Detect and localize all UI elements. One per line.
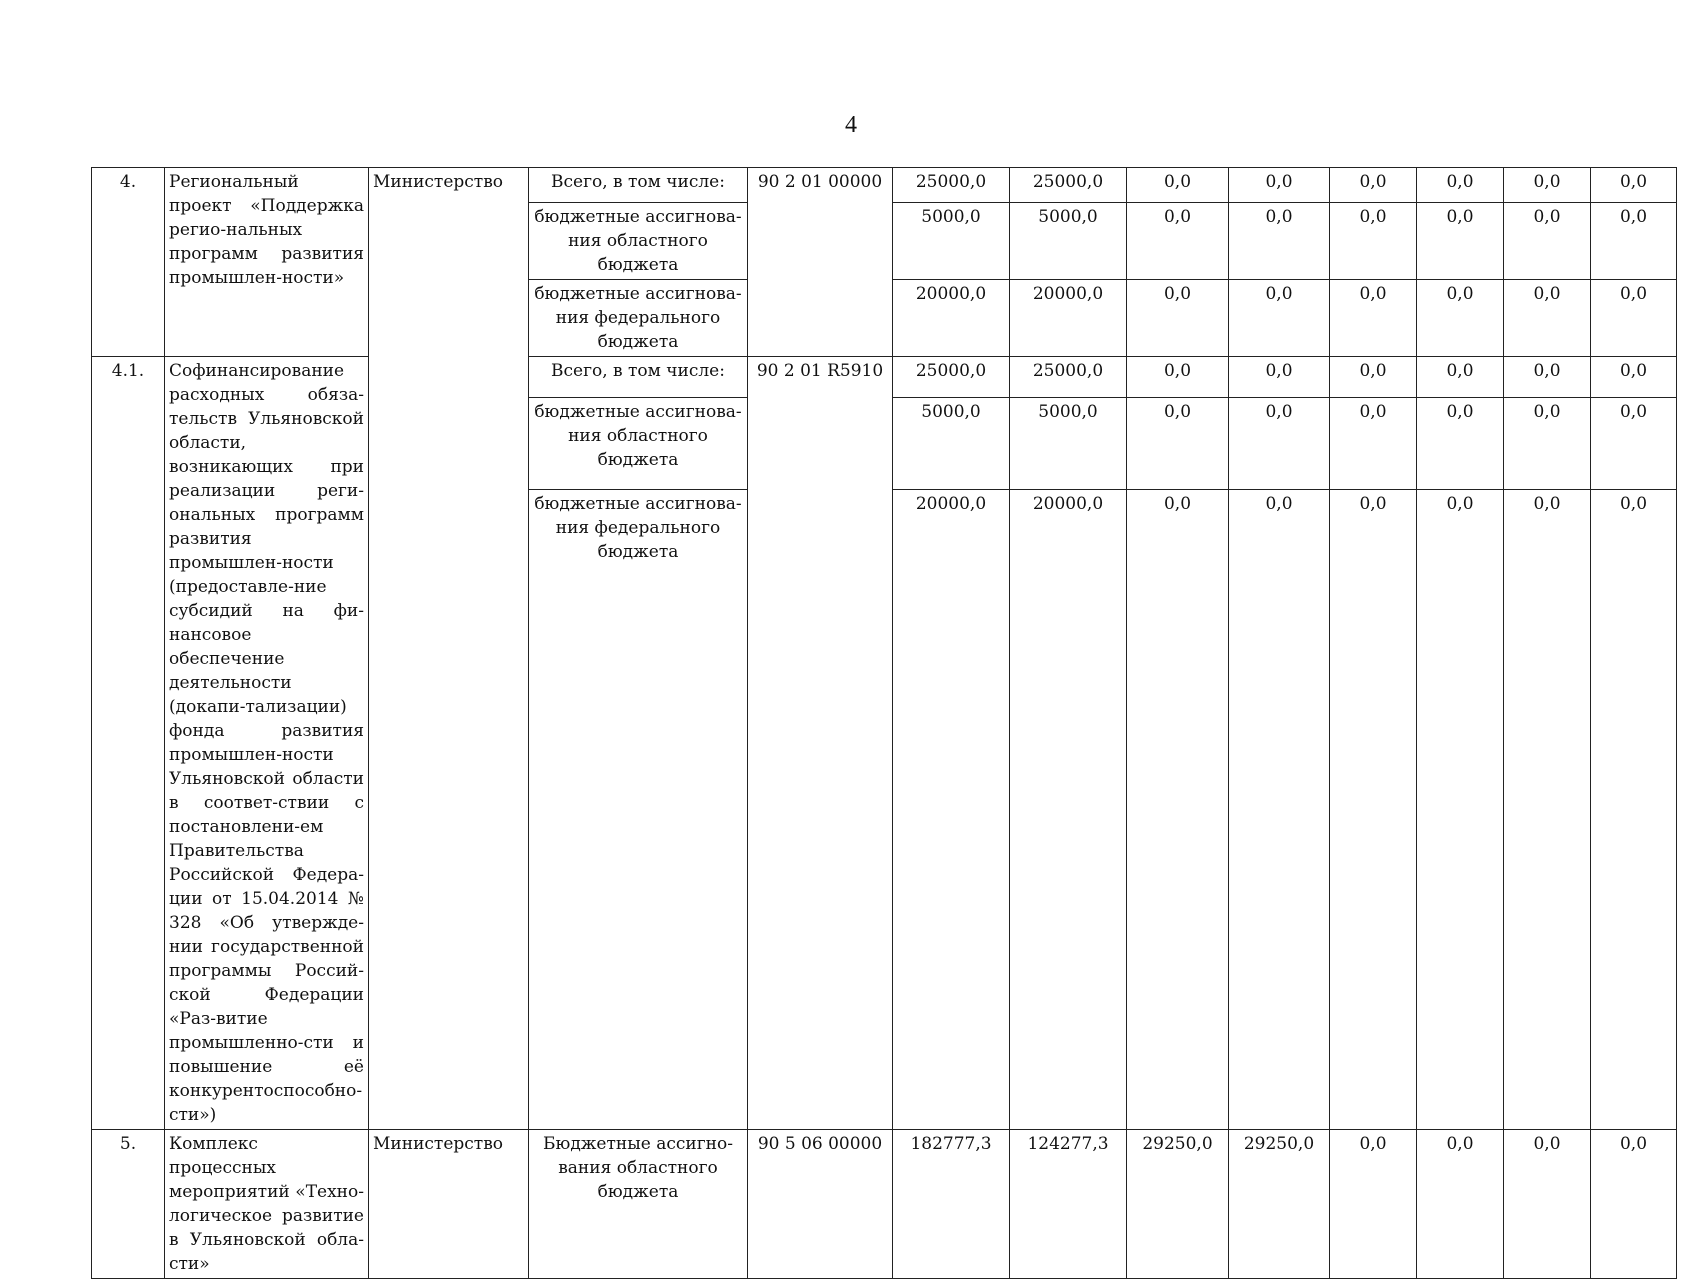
value-cell: 20000,0: [1010, 489, 1127, 1129]
value-cell: 0,0: [1504, 489, 1591, 1129]
budget-code: 90 2 01 R5910: [748, 357, 893, 1130]
row-number: 5.: [92, 1130, 165, 1279]
budget-table: [91, 167, 1677, 1279]
value-cell: 5000,0: [1010, 398, 1127, 489]
value-cell: 0,0: [1127, 357, 1229, 398]
value-cell: 0,0: [1504, 398, 1591, 489]
row-name: Софинансирование расходных обяза-тельств Ульяновской области, возникающих при реализации реги-ональных программ развития промышлен-ности (предоставле-ние субсидий на фи-нансовое обеспечение деятельности (докапи-тализации) фонда развития промышлен-ности Ульяновской области в соответ-ствии с постановлени-ем Правительства Российской Федера-ции от 15.04.2014 № 328 «Об утвержде-нии государственной программы Россий-ской Федерации «Раз-витие промышленно-сти и повышение её конкурентоспособно-сти»): [165, 357, 369, 1130]
page-number: 4: [845, 112, 857, 138]
value-cell: 0,0: [1127, 489, 1229, 1129]
value-cell: 0,0: [1591, 489, 1677, 1129]
value-cell: 0,0: [1417, 357, 1504, 398]
value-cell: 0,0: [1591, 398, 1677, 489]
row-name: Комплекс процессных мероприятий «Техно-логическое развитие в Ульяновской обла-сти»: [165, 1130, 369, 1279]
value-cell: 0,0: [1330, 203, 1417, 280]
source-label: Всего, в том числе:: [529, 168, 748, 203]
value-cell: 182777,3: [893, 1130, 1010, 1279]
value-cell: 25000,0: [1010, 168, 1127, 203]
source-label: Всего, в том числе:: [529, 357, 748, 398]
table-row: [92, 168, 1677, 203]
value-cell: 20000,0: [893, 280, 1010, 357]
executor: Министерство: [369, 168, 529, 1130]
value-cell: 25000,0: [1010, 357, 1127, 398]
value-cell: 0,0: [1229, 357, 1330, 398]
row-number: 4.: [92, 168, 165, 357]
value-cell: 0,0: [1417, 168, 1504, 203]
source-label: бюджетные ассигнова-ния федерального бюджета: [529, 280, 748, 357]
value-cell: 0,0: [1417, 203, 1504, 280]
table-row: [92, 357, 1677, 398]
value-cell: 0,0: [1127, 398, 1229, 489]
executor: Министерство: [369, 1130, 529, 1279]
source-label: бюджетные ассигнова-ния федерального бюджета: [529, 489, 748, 1129]
value-cell: 20000,0: [1010, 280, 1127, 357]
value-cell: 0,0: [1504, 1130, 1591, 1279]
value-cell: 0,0: [1127, 203, 1229, 280]
value-cell: 0,0: [1504, 280, 1591, 357]
value-cell: 0,0: [1591, 203, 1677, 280]
value-cell: 0,0: [1591, 1130, 1677, 1279]
value-cell: 0,0: [1504, 168, 1591, 203]
value-cell: 0,0: [1127, 168, 1229, 203]
value-cell: 0,0: [1504, 357, 1591, 398]
value-cell: 0,0: [1229, 280, 1330, 357]
source-label: бюджетные ассигнова-ния областного бюджета: [529, 203, 748, 280]
budget-code: 90 5 06 00000: [748, 1130, 893, 1279]
source-label: Бюджетные ассигно-вания областного бюджета: [529, 1130, 748, 1279]
value-cell: 0,0: [1330, 1130, 1417, 1279]
value-cell: 0,0: [1591, 168, 1677, 203]
value-cell: 0,0: [1417, 489, 1504, 1129]
value-cell: 29250,0: [1127, 1130, 1229, 1279]
value-cell: 0,0: [1330, 168, 1417, 203]
row-name: Региональный проект «Поддержка регио-нальных программ развития промышлен-ности»: [165, 168, 369, 357]
value-cell: 0,0: [1330, 398, 1417, 489]
value-cell: 5000,0: [893, 398, 1010, 489]
value-cell: 0,0: [1504, 203, 1591, 280]
value-cell: 5000,0: [893, 203, 1010, 280]
value-cell: 124277,3: [1010, 1130, 1127, 1279]
value-cell: 0,0: [1330, 489, 1417, 1129]
value-cell: 0,0: [1330, 357, 1417, 398]
value-cell: 0,0: [1330, 280, 1417, 357]
budget-code: 90 2 01 00000: [748, 168, 893, 357]
value-cell: 25000,0: [893, 357, 1010, 398]
value-cell: 5000,0: [1010, 203, 1127, 280]
value-cell: 0,0: [1229, 203, 1330, 280]
value-cell: 0,0: [1229, 489, 1330, 1129]
value-cell: 25000,0: [893, 168, 1010, 203]
value-cell: 20000,0: [893, 489, 1010, 1129]
source-label: бюджетные ассигнова-ния областного бюджета: [529, 398, 748, 489]
value-cell: 0,0: [1229, 168, 1330, 203]
value-cell: 29250,0: [1229, 1130, 1330, 1279]
value-cell: 0,0: [1417, 280, 1504, 357]
value-cell: 0,0: [1417, 1130, 1504, 1279]
value-cell: 0,0: [1417, 398, 1504, 489]
value-cell: 0,0: [1591, 280, 1677, 357]
value-cell: 0,0: [1229, 398, 1330, 489]
row-number: 4.1.: [92, 357, 165, 1130]
table-row: [92, 1130, 1677, 1279]
value-cell: 0,0: [1591, 357, 1677, 398]
value-cell: 0,0: [1127, 280, 1229, 357]
